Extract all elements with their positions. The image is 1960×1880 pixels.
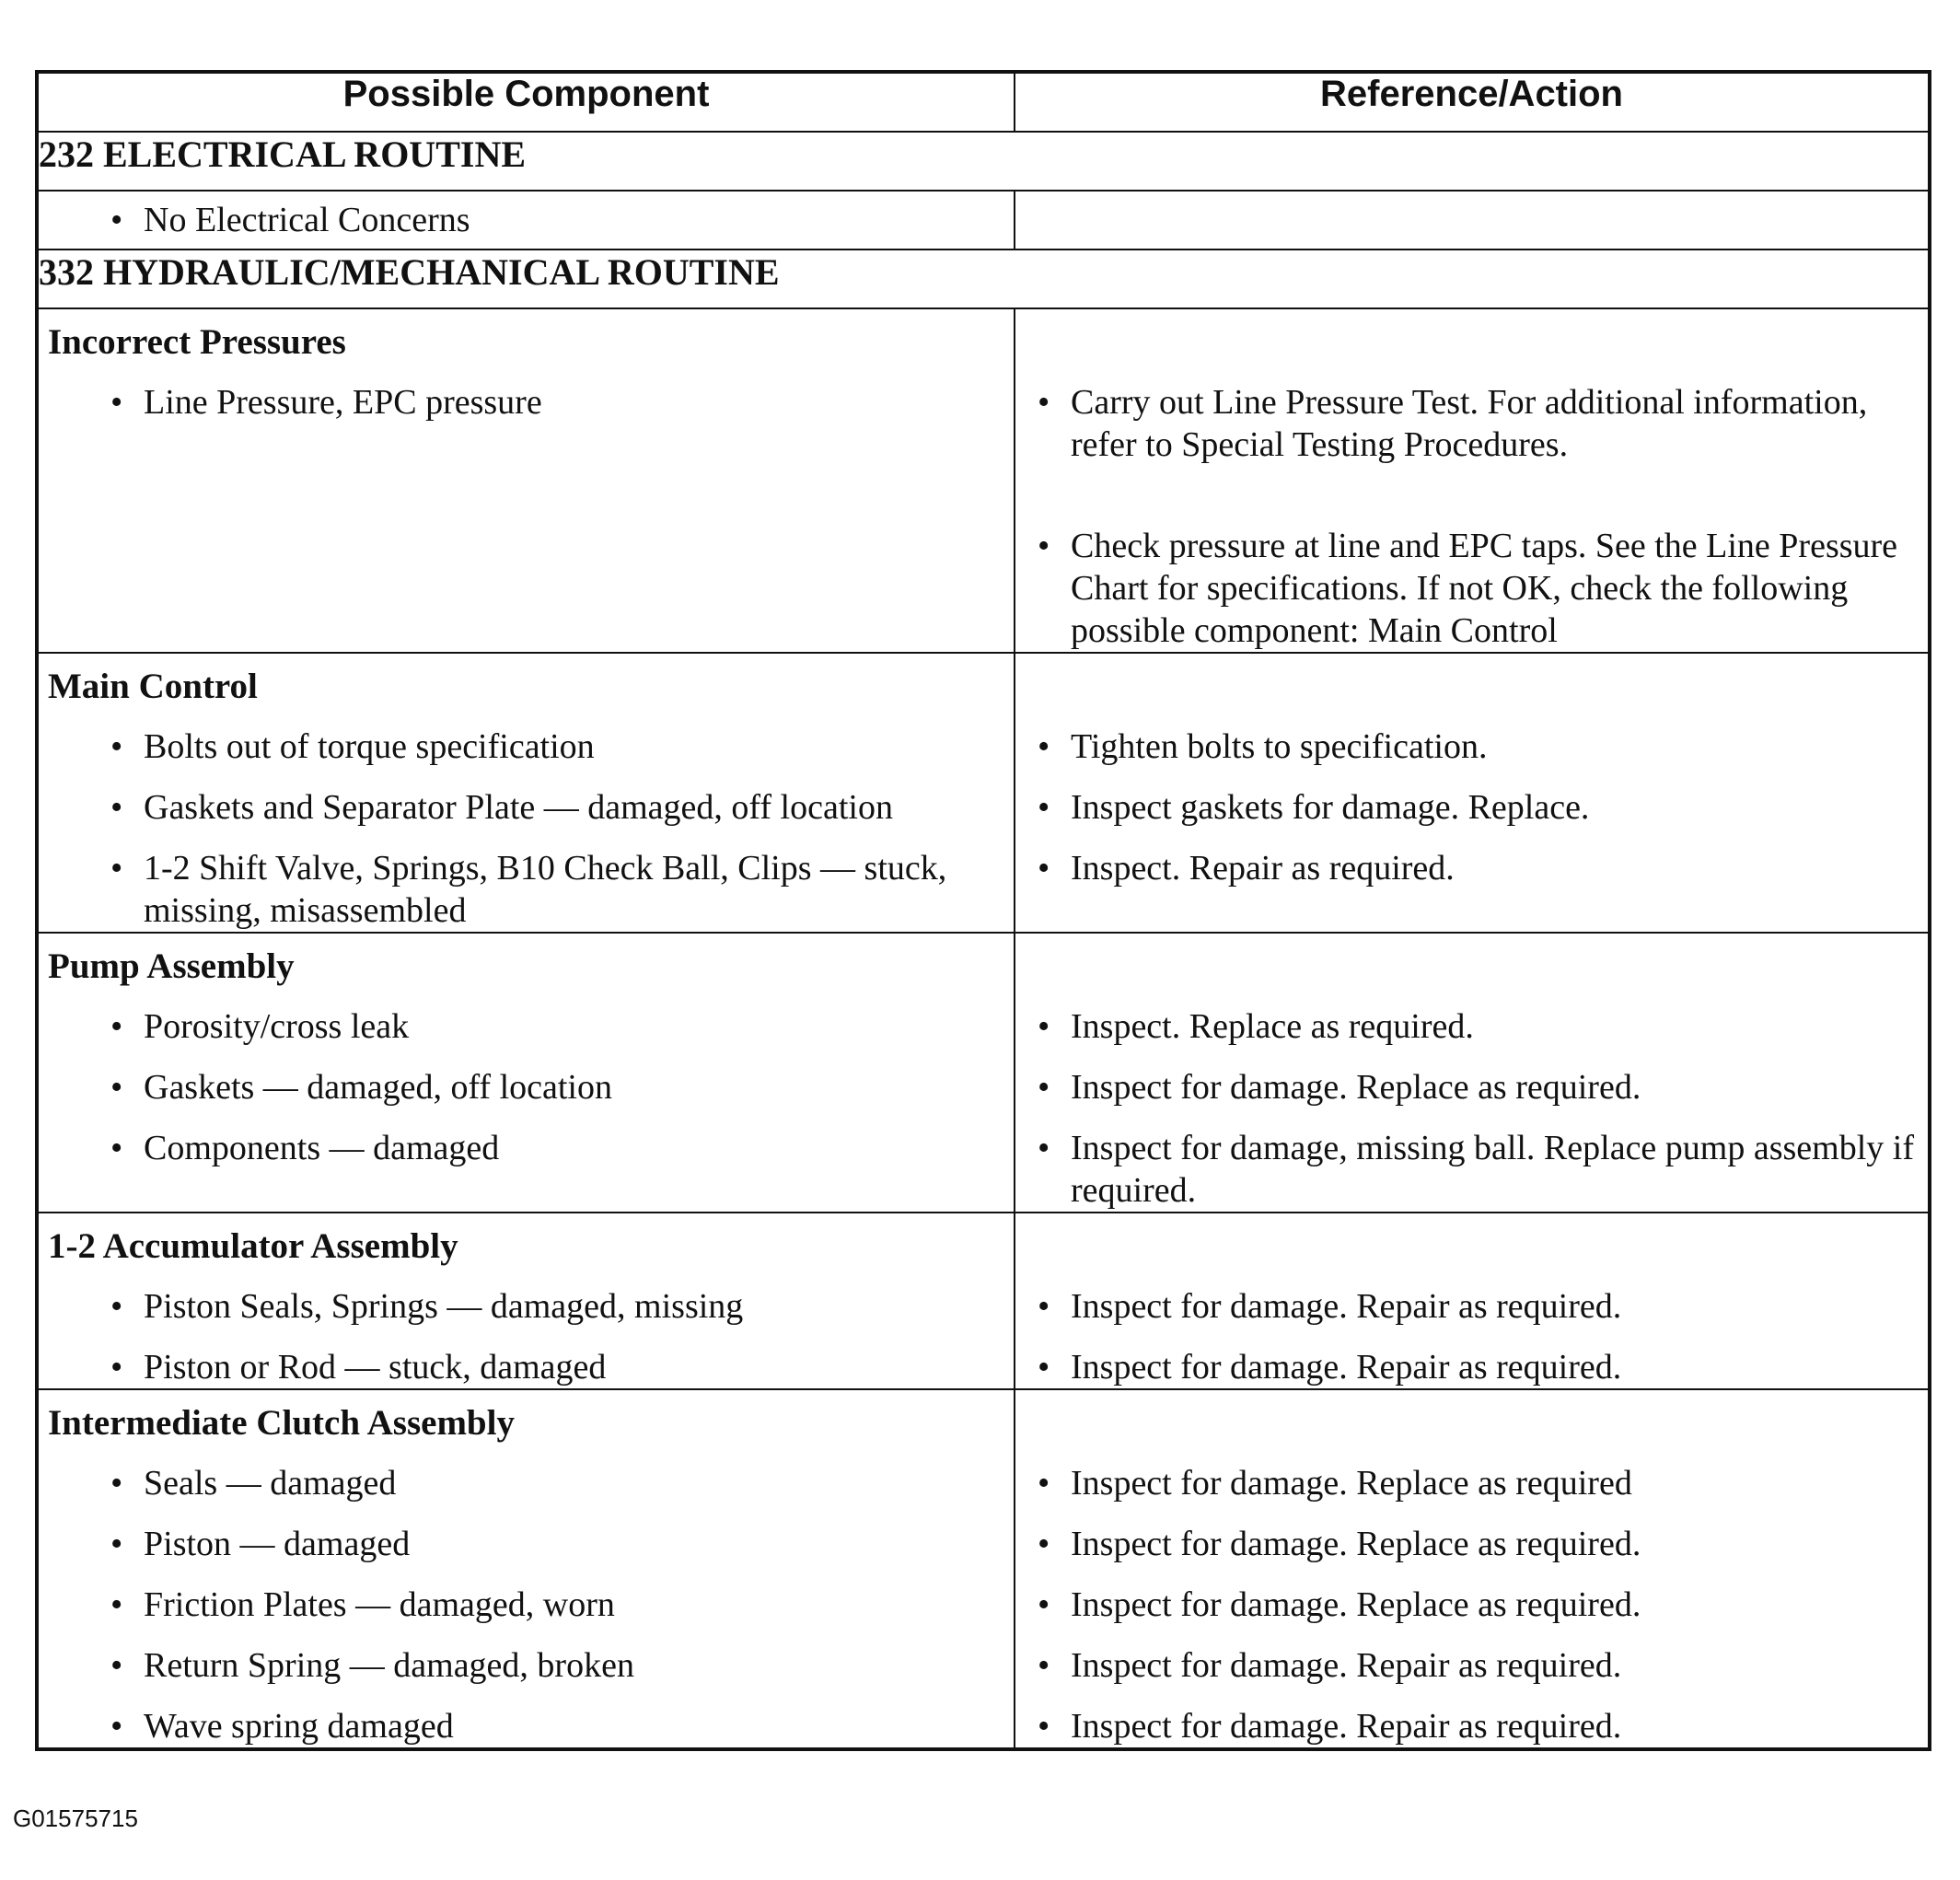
component-text: Return Spring — damaged, broken xyxy=(144,1646,634,1685)
table-row xyxy=(37,191,1930,250)
bullet: • xyxy=(1038,1348,1050,1387)
action-spacer xyxy=(1015,1213,1928,1267)
action-text: Inspect for damage. Repair as required. xyxy=(1071,1707,1622,1746)
bullet: • xyxy=(1038,1007,1050,1046)
list-item xyxy=(39,1005,1014,1048)
list-item xyxy=(39,1346,1014,1388)
action-text: Inspect. Repair as required. xyxy=(1071,849,1455,888)
component-cell xyxy=(37,1389,1015,1749)
section-row-232 xyxy=(37,132,1930,191)
action-spacer xyxy=(1015,1390,1928,1444)
bullet: • xyxy=(110,1007,123,1046)
groups-body xyxy=(37,308,1930,1749)
list-item xyxy=(39,847,1014,932)
list-item xyxy=(1015,1285,1928,1328)
bullet: • xyxy=(1038,1287,1050,1326)
group-row xyxy=(37,933,1930,1213)
list-item xyxy=(39,1584,1014,1626)
list-item xyxy=(39,381,1014,424)
component-text: Bolts out of torque specification xyxy=(144,727,595,766)
component-text: Piston Seals, Springs — damaged, missing xyxy=(144,1287,744,1326)
action-cell xyxy=(1015,653,1930,933)
figure-id: G01575715 xyxy=(13,1805,138,1832)
header-reference-action: Reference/Action xyxy=(1015,72,1930,132)
group-title: Incorrect Pressures xyxy=(48,322,346,362)
list-item xyxy=(39,1523,1014,1565)
list-item xyxy=(39,1285,1014,1328)
group-row xyxy=(37,1213,1930,1389)
list-item xyxy=(1015,725,1928,768)
group-title: 1-2 Accumulator Assembly xyxy=(48,1226,458,1266)
bullet: • xyxy=(110,849,123,888)
list-item xyxy=(39,786,1014,829)
list-item xyxy=(1015,381,1928,466)
action-spacer xyxy=(1015,309,1928,363)
group-row xyxy=(37,653,1930,933)
action-text: Inspect for damage. Replace as required xyxy=(1071,1464,1632,1503)
bullet: • xyxy=(1038,1068,1050,1107)
component-text: Wave spring damaged xyxy=(144,1707,454,1746)
bullet: • xyxy=(110,1068,123,1107)
list-item xyxy=(39,725,1014,768)
component-text: Piston or Rod — stuck, damaged xyxy=(144,1348,607,1387)
group-title: Pump Assembly xyxy=(48,946,295,986)
action-text: Inspect for damage. Repair as required. xyxy=(1071,1348,1622,1387)
component-text: Gaskets — damaged, off location xyxy=(144,1068,612,1107)
component-text: Seals — damaged xyxy=(144,1464,397,1503)
section-row-332 xyxy=(37,250,1930,308)
bullet: • xyxy=(110,1287,123,1326)
bullet: • xyxy=(1038,527,1050,565)
bullet: • xyxy=(110,727,123,766)
list-item xyxy=(1015,1523,1928,1565)
list-item xyxy=(39,1462,1014,1504)
list-item xyxy=(39,1705,1014,1747)
bullet: • xyxy=(110,1464,123,1503)
list-item xyxy=(1015,1066,1928,1108)
action-text: Inspect for damage, missing ball. Replace pump assembly if required. xyxy=(1071,1129,1914,1210)
bullet: • xyxy=(110,1348,123,1387)
component-cell xyxy=(37,308,1015,653)
action-spacer xyxy=(1015,654,1928,707)
component-text: Gaskets and Separator Plate — damaged, off location xyxy=(144,788,893,827)
bullet: • xyxy=(1038,849,1050,888)
list-item xyxy=(39,199,1014,241)
group-title: Main Control xyxy=(48,667,258,706)
component-text: Friction Plates — damaged, worn xyxy=(144,1585,615,1624)
action-spacer xyxy=(1015,934,1928,987)
section-title-232: 232 ELECTRICAL ROUTINE xyxy=(37,132,1930,191)
action-text: Inspect for damage. Repair as required. xyxy=(1071,1287,1622,1326)
action-text: Inspect for damage. Repair as required. xyxy=(1071,1646,1622,1685)
action-cell xyxy=(1015,308,1930,653)
action-text: Inspect gaskets for damage. Replace. xyxy=(1071,788,1590,827)
bullet: • xyxy=(110,1525,123,1563)
list-item xyxy=(1015,1644,1928,1687)
bullet: • xyxy=(110,1585,123,1624)
action-text: Carry out Line Pressure Test. For additional information, refer to Special Testing Procedures. xyxy=(1071,383,1868,464)
component-text: Line Pressure, EPC pressure xyxy=(144,383,542,422)
action-cell xyxy=(1015,1213,1930,1389)
section-title-332: 332 HYDRAULIC/MECHANICAL ROUTINE xyxy=(37,250,1930,308)
bullet: • xyxy=(1038,383,1050,422)
list-item xyxy=(1015,1462,1928,1504)
component-cell xyxy=(37,191,1015,250)
component-cell xyxy=(37,1213,1015,1389)
list-item xyxy=(1015,1705,1928,1747)
bullet: • xyxy=(110,1129,123,1167)
list-item xyxy=(39,1127,1014,1169)
action-text: Inspect for damage. Replace as required. xyxy=(1071,1585,1641,1624)
component-text: Components — damaged xyxy=(144,1129,500,1167)
list-item xyxy=(1015,525,1928,652)
component-cell xyxy=(37,653,1015,933)
bullet: • xyxy=(1038,1464,1050,1503)
list-item xyxy=(1015,1005,1928,1048)
group-title: Intermediate Clutch Assembly xyxy=(48,1403,515,1443)
component-text: No Electrical Concerns xyxy=(144,201,470,239)
table-header-row xyxy=(37,72,1930,132)
list-item xyxy=(39,1644,1014,1687)
action-cell xyxy=(1015,933,1930,1213)
group-row xyxy=(37,308,1930,653)
group-row xyxy=(37,1389,1930,1749)
bullet: • xyxy=(1038,1646,1050,1685)
bullet: • xyxy=(110,1707,123,1746)
list-item xyxy=(1015,1127,1928,1212)
list-item xyxy=(1015,1584,1928,1626)
bullet: • xyxy=(1038,788,1050,827)
action-text: Inspect. Replace as required. xyxy=(1071,1007,1474,1046)
list-item xyxy=(1015,1346,1928,1388)
component-text: Porosity/cross leak xyxy=(144,1007,410,1046)
action-text: Inspect for damage. Replace as required. xyxy=(1071,1525,1641,1563)
bullet: • xyxy=(1038,1129,1050,1167)
list-item xyxy=(1015,847,1928,889)
component-text: Piston — damaged xyxy=(144,1525,411,1563)
action-text: Inspect for damage. Replace as required. xyxy=(1071,1068,1641,1107)
component-cell xyxy=(37,933,1015,1213)
bullet: • xyxy=(1038,727,1050,766)
list-item xyxy=(39,1066,1014,1108)
bullet: • xyxy=(1038,1525,1050,1563)
bullet: • xyxy=(110,383,123,422)
action-cell xyxy=(1015,1389,1930,1749)
action-text: Tighten bolts to specification. xyxy=(1071,727,1488,766)
bullet: • xyxy=(110,788,123,827)
bullet: • xyxy=(110,1646,123,1685)
bullet: • xyxy=(110,201,123,239)
bullet: • xyxy=(1038,1585,1050,1624)
action-cell-empty xyxy=(1015,191,1930,250)
bullet: • xyxy=(1038,1707,1050,1746)
list-item xyxy=(1015,786,1928,829)
component-text: 1-2 Shift Valve, Springs, B10 Check Ball, Clips — stuck, missing, misassembled xyxy=(144,849,947,930)
header-possible-component: Possible Component xyxy=(37,72,1015,132)
diagnostic-table xyxy=(35,70,1931,1751)
action-text: Check pressure at line and EPC taps. See the Line Pressure Chart for specifications. If not OK, check the following possible component: Main Control xyxy=(1071,527,1898,650)
